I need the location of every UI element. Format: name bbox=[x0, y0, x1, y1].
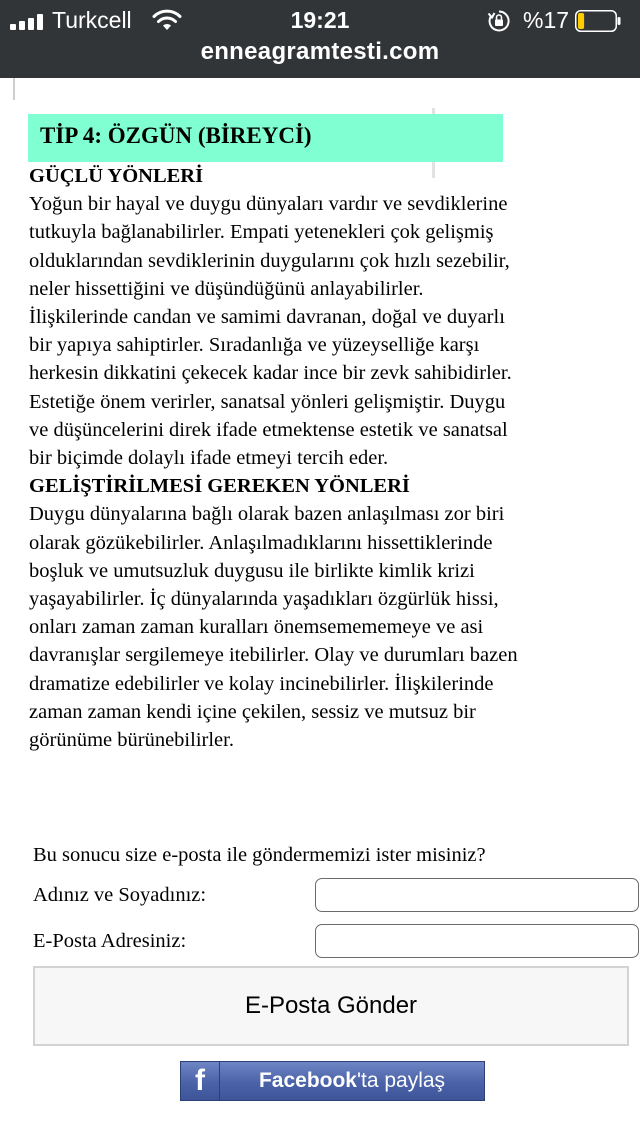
strengths-text: Yoğun bir hayal ve duygu dünyaları vardır ve sevdiklerine tutkuyla bağlanabilirler. Empati yetenekleri çok gelişmiş olduklarından sevdiklerinin duygularını çok hızlı sezebilir, neler hissettiğini ve düşündüğünü anlayabilirler. İlişkilerinde candan ve samimi davranan, doğal ve duyarlı bir yapıya sahiptirler. Sıradanlığa ve yüzeyselliğe karşı herkesin dikkatini çekecek kadar ince bir zevk sahibidirler. Estetiğe önem verirler, sanatsal yönleri gelişmiştir. Duygu ve düşüncelerini direk ifade etmektense estetik ve sanatsal bir biçimde dolaylı ifade etmeyi tercih eder. bbox=[29, 193, 512, 470]
browser-chrome bbox=[0, 0, 640, 78]
status-bar bbox=[0, 0, 640, 40]
address-bar[interactable]: enneagramtesti.com bbox=[200, 38, 440, 65]
name-input[interactable] bbox=[315, 878, 639, 912]
email-question: Bu sonucu size e-posta ile göndermemizi ister misiniz? bbox=[33, 844, 486, 866]
facebook-share-button[interactable] bbox=[180, 1061, 485, 1101]
facebook-brand-text: Facebook bbox=[258, 1069, 357, 1092]
page-content bbox=[0, 78, 640, 1136]
battery-percentage: %17 bbox=[523, 7, 570, 33]
name-label: Adınız ve Soyadınız: bbox=[33, 884, 207, 906]
strengths-title: GÜÇLÜ YÖNLERİ bbox=[29, 165, 204, 187]
send-email-button[interactable] bbox=[33, 966, 629, 1046]
facebook-suffix-text: 'ta paylaş bbox=[356, 1069, 446, 1092]
improve-text: Duygu dünyalarına bağlı olarak bazen anlaşılması zor biri olarak gözükebilirler. Anlaşılmadıklarını hissettiklerinde boşluk ve umutsuzluk duygusu ile birlikte kimlik krizi yaşayabilirler. İç dünyalarında yaşadıkları özgürlük hissi, onları zaman zaman kuralları önemsemememeye ve asi davranışlar sergilemeye itebilirler. Olay ve durumları bazen dramatize edebilirler ve kolay incinebilirler. İlişkilerinde zaman zaman kendi içine çekilen, sessiz ve mutsuz bir görünüme bürünebilirler. bbox=[29, 503, 518, 752]
send-email-button-label: E-Posta Gönder bbox=[244, 992, 418, 1019]
type-heading: TİP 4: ÖZGÜN (BİREYCİ) bbox=[28, 114, 503, 162]
email-label: E-Posta Adresiniz: bbox=[33, 930, 187, 952]
divider bbox=[13, 78, 15, 100]
facebook-icon: f bbox=[181, 1062, 220, 1100]
facebook-share-label bbox=[220, 1069, 484, 1093]
battery-icon bbox=[575, 10, 621, 32]
clock: 19:21 bbox=[290, 7, 350, 33]
email-input[interactable] bbox=[315, 924, 639, 958]
carrier-name: Turkcell bbox=[52, 7, 132, 33]
improve-title: GELİŞTİRİLMESİ GEREKEN YÖNLERİ bbox=[29, 475, 410, 498]
rotation-lock-icon bbox=[487, 9, 511, 33]
article-body bbox=[29, 162, 519, 754]
